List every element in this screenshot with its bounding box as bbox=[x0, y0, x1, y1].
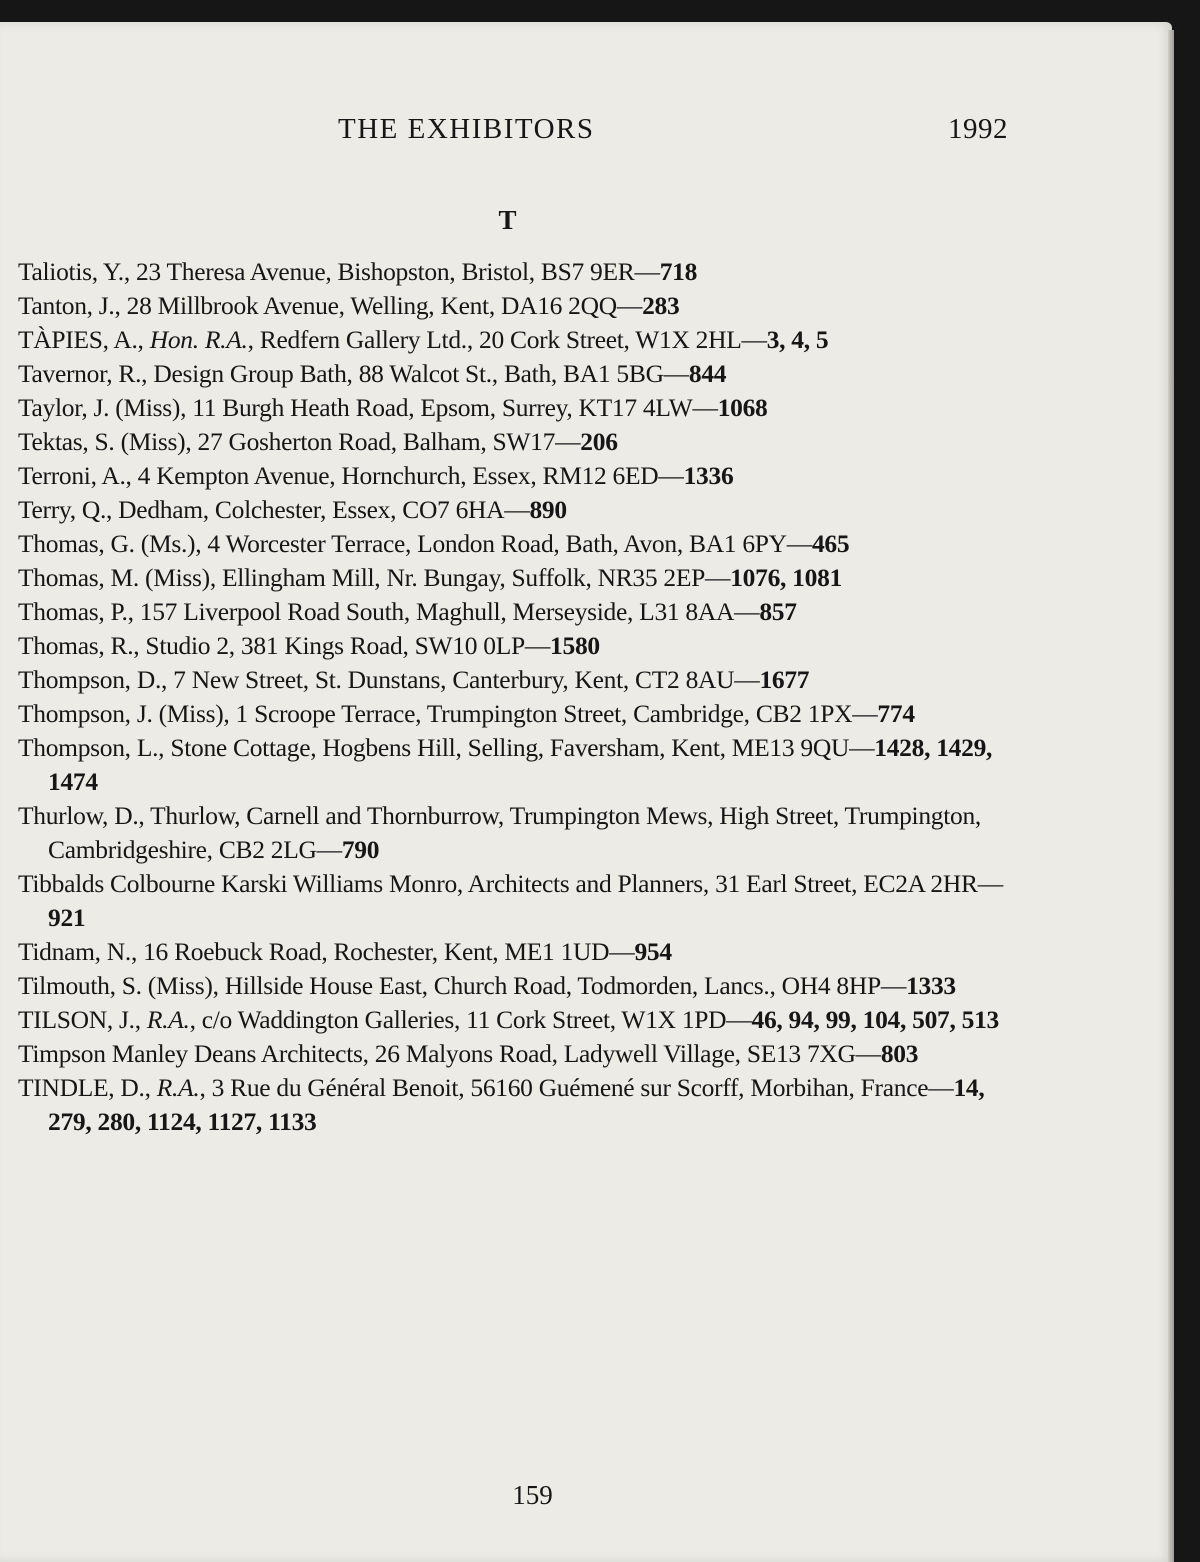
exhibitor-entry: Thompson, J. (Miss), 1 Scroope Terrace, Trumpington Street, Cambridge, CB2 1PX—774 bbox=[18, 699, 915, 728]
exhibitor-entry: Thomas, P., 157 Liverpool Road South, Maghull, Merseyside, L31 8AA—857 bbox=[18, 597, 797, 626]
catalogue-numbers: 954 bbox=[634, 937, 672, 966]
exhibitor-entry: TINDLE, D., R.A., 3 Rue du Général Benoit, 56160 Guémené sur Scorff, Morbihan, France—14, 279, 280, 1124, 1127, 1133 bbox=[18, 1073, 985, 1136]
catalogue-numbers: 1076, 1081 bbox=[730, 563, 842, 592]
catalogue-numbers: 14, 279, 280, 1124, 1127, 1133 bbox=[48, 1073, 985, 1136]
catalogue-numbers: 844 bbox=[688, 359, 727, 388]
exhibitor-entry: Timpson Manley Deans Architects, 26 Malyons Road, Ladywell Village, SE13 7XG—803 bbox=[18, 1039, 919, 1068]
catalogue-numbers: 1068 bbox=[717, 393, 768, 422]
catalogue-numbers: 890 bbox=[529, 495, 567, 524]
exhibitor-entry: Tanton, J., 28 Millbrook Avenue, Welling, Kent, DA16 2QQ—283 bbox=[18, 291, 680, 320]
catalogue-numbers: 1580 bbox=[550, 631, 600, 660]
catalogue-numbers: 3, 4, 5 bbox=[766, 325, 829, 354]
catalogue-numbers: 465 bbox=[811, 529, 850, 558]
page-edge bbox=[1168, 30, 1174, 1562]
catalogue-numbers: 206 bbox=[580, 427, 618, 456]
exhibitor-entry: Tilmouth, S. (Miss), Hillside House East, Church Road, Todmorden, Lancs., OH4 8HP—1333 bbox=[18, 971, 956, 1000]
catalogue-numbers: 803 bbox=[880, 1039, 919, 1068]
running-head-year: 1992 bbox=[948, 113, 1008, 145]
exhibitor-entry: TILSON, J., R.A., c/o Waddington Galleries, 11 Cork Street, W1X 1PD—46, 94, 99, 104, 507, 513 bbox=[18, 1005, 1000, 1034]
exhibitor-entry: Terry, Q., Dedham, Colchester, Essex, CO7 6HA—890 bbox=[18, 495, 567, 524]
exhibitor-entry: Taliotis, Y., 23 Theresa Avenue, Bishopston, Bristol, BS7 9ER—718 bbox=[18, 257, 698, 286]
exhibitor-list bbox=[18, 255, 1010, 1139]
exhibitor-entry: Thurlow, D., Thurlow, Carnell and Thornburrow, Trumpington Mews, High Street, Trumpington, Cambridgeshire, CB2 2LG—790 bbox=[18, 801, 981, 864]
exhibitor-entry: Tidnam, N., 16 Roebuck Road, Rochester, Kent, ME1 1UD—954 bbox=[18, 937, 672, 966]
running-head-title: THE EXHIBITORS bbox=[338, 113, 595, 145]
exhibitor-entry: TÀPIES, A., Hon. R.A., Redfern Gallery Ltd., 20 Cork Street, W1X 2HL—3, 4, 5 bbox=[18, 325, 829, 354]
exhibitor-entry: Thomas, R., Studio 2, 381 Kings Road, SW10 0LP—1580 bbox=[18, 631, 600, 660]
exhibitor-entry: Thompson, L., Stone Cottage, Hogbens Hill, Selling, Faversham, Kent, ME13 9QU—1428, 1429, 1474 bbox=[18, 733, 993, 796]
exhibitor-entry: Tavernor, R., Design Group Bath, 88 Walcot St., Bath, BA1 5BG—844 bbox=[18, 359, 727, 388]
exhibitor-entry: Thomas, M. (Miss), Ellingham Mill, Nr. Bungay, Suffolk, NR35 2EP—1076, 1081 bbox=[18, 563, 842, 592]
catalogue-numbers: 1336 bbox=[683, 461, 734, 490]
catalogue-numbers: 790 bbox=[341, 835, 380, 864]
exhibitor-entry: Terroni, A., 4 Kempton Avenue, Hornchurch, Essex, RM12 6ED—1336 bbox=[18, 461, 734, 490]
page-number: 159 bbox=[512, 1480, 553, 1510]
section-letter: T bbox=[498, 205, 517, 235]
catalogue-numbers: 46, 94, 99, 104, 507, 513 bbox=[751, 1005, 1000, 1034]
exhibitor-entry: Thompson, D., 7 New Street, St. Dunstans, Canterbury, Kent, CT2 8AU—1677 bbox=[18, 665, 810, 694]
catalogue-numbers: 857 bbox=[759, 597, 797, 626]
catalogue-numbers: 283 bbox=[642, 291, 680, 320]
catalogue-numbers: 921 bbox=[48, 903, 86, 932]
honour-title: Hon. R.A. bbox=[149, 325, 248, 354]
catalogue-numbers: 1428, 1429, 1474 bbox=[48, 733, 993, 796]
exhibitor-entry: Tibbalds Colbourne Karski Williams Monro, Architects and Planners, 31 Earl Street, EC2A 2HR—921 bbox=[18, 869, 1003, 932]
exhibitor-entry: Taylor, J. (Miss), 11 Burgh Heath Road, Epsom, Surrey, KT17 4LW—1068 bbox=[18, 393, 768, 422]
exhibitor-entry: Thomas, G. (Ms.), 4 Worcester Terrace, London Road, Bath, Avon, BA1 6PY—465 bbox=[18, 529, 850, 558]
catalogue-numbers: 1677 bbox=[759, 665, 810, 694]
honour-title: R.A. bbox=[156, 1073, 200, 1102]
exhibitor-entry: Tektas, S. (Miss), 27 Gosherton Road, Balham, SW17—206 bbox=[18, 427, 618, 456]
catalogue-numbers: 774 bbox=[877, 699, 915, 728]
honour-title: R.A. bbox=[146, 1005, 190, 1034]
catalogue-numbers: 718 bbox=[659, 257, 698, 286]
catalogue-numbers: 1333 bbox=[906, 971, 956, 1000]
